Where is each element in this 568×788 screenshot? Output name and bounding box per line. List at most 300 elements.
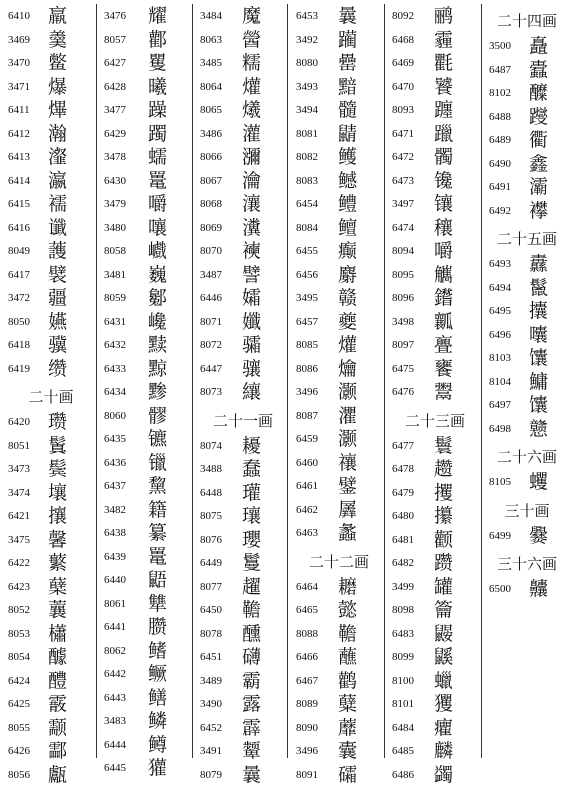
entry-number: 6460 — [296, 457, 318, 469]
character-entry — [200, 459, 286, 483]
entry-number: 3495 — [296, 292, 318, 304]
entry-character: 鳠 — [338, 145, 357, 169]
entry-character: 瓘 — [242, 481, 261, 505]
character-entry — [392, 171, 478, 195]
entry-number: 6496 — [489, 329, 511, 341]
entry-character: 櫹 — [48, 622, 67, 646]
character-entry — [296, 147, 382, 171]
character-entry — [296, 382, 382, 406]
entry-number: 8066 — [200, 151, 222, 163]
character-entry — [296, 218, 382, 242]
entry-number: 6440 — [104, 574, 126, 586]
entry-number: 6487 — [489, 64, 511, 76]
entry-number: 8081 — [296, 128, 318, 140]
character-entry — [200, 382, 286, 406]
character-entry — [8, 241, 94, 265]
character-entry — [104, 171, 190, 195]
character-entry — [296, 30, 382, 54]
character-entry — [296, 453, 382, 477]
entry-character: 襦 — [48, 192, 67, 216]
entry-number: 6431 — [104, 316, 126, 328]
entry-number: 8091 — [296, 769, 318, 781]
entry-number: 6494 — [489, 282, 511, 294]
character-entry — [392, 600, 478, 624]
entry-character: 韂 — [338, 622, 357, 646]
character-entry — [8, 218, 94, 242]
entry-character: 嚼 — [434, 239, 453, 263]
entry-number: 3488 — [200, 463, 222, 475]
entry-character: 镴 — [148, 451, 167, 475]
entry-character: 矗 — [529, 34, 548, 58]
character-entry — [8, 288, 94, 312]
character-entry — [104, 570, 190, 594]
entry-character: 夔 — [338, 310, 357, 334]
character-entry — [200, 741, 286, 765]
character-entry — [489, 301, 565, 325]
stroke-count-heading: 二十画 — [8, 382, 94, 412]
entry-character: 鳍 — [148, 639, 167, 663]
entry-number: 6469 — [392, 57, 414, 69]
character-entry — [392, 335, 478, 359]
entry-character: 鹂 — [434, 4, 453, 28]
entry-character: 亹 — [434, 333, 453, 357]
character-entry — [296, 6, 382, 30]
entry-character: 鬘 — [242, 551, 261, 575]
entry-number: 8077 — [200, 581, 222, 593]
character-entry — [104, 735, 190, 759]
entry-number: 8053 — [8, 628, 30, 640]
entry-number: 3479 — [104, 198, 126, 210]
entry-number: 3475 — [8, 534, 30, 546]
entry-number: 3472 — [8, 292, 30, 304]
character-entry — [392, 382, 478, 406]
entry-number: 6445 — [104, 762, 126, 774]
character-entry — [104, 711, 190, 735]
entry-character: 酁 — [148, 286, 167, 310]
entry-number: 6422 — [8, 557, 30, 569]
character-entry — [200, 436, 286, 460]
character-entry — [392, 53, 478, 77]
entry-number: 6490 — [489, 158, 511, 170]
character-entry — [104, 124, 190, 148]
character-entry — [296, 265, 382, 289]
entry-number: 6425 — [8, 698, 30, 710]
entry-number: 6444 — [104, 739, 126, 751]
entry-character: 纂 — [148, 521, 167, 545]
entry-character: 蘩 — [48, 551, 67, 575]
entry-number: 6478 — [392, 463, 414, 475]
entry-number: 3484 — [200, 10, 222, 22]
entry-number: 3485 — [200, 57, 222, 69]
vline-5 — [481, 4, 482, 758]
entry-character: 嚼 — [148, 192, 167, 216]
entry-character: 籥 — [434, 598, 453, 622]
entry-character: 鬟 — [434, 434, 453, 458]
character-entry — [200, 53, 286, 77]
entry-number: 3483 — [104, 715, 126, 727]
entry-character: 髑 — [434, 145, 453, 169]
entry-character: 瀼 — [242, 192, 261, 216]
entry-number: 3489 — [200, 675, 222, 687]
character-entry — [296, 359, 382, 383]
character-entry — [200, 506, 286, 530]
entry-character: 躔 — [434, 98, 453, 122]
entry-number: 3477 — [104, 104, 126, 116]
entry-character: 爟 — [338, 333, 357, 357]
entry-number: 6491 — [489, 181, 511, 193]
entry-number: 6447 — [200, 363, 222, 375]
character-entry — [200, 718, 286, 742]
entry-character: 鐾 — [338, 474, 357, 498]
entry-number: 8101 — [392, 698, 414, 710]
character-entry — [296, 312, 382, 336]
entry-character: 鳝 — [148, 686, 167, 710]
entry-character: 灈 — [338, 404, 357, 428]
entry-character: 灞 — [529, 175, 548, 199]
character-entry — [392, 483, 478, 507]
character-entry — [296, 171, 382, 195]
character-entry — [392, 241, 478, 265]
character-entry — [104, 359, 190, 383]
entry-number: 8094 — [392, 245, 414, 257]
entry-character: 瀹 — [242, 169, 261, 193]
character-entry — [392, 459, 478, 483]
character-entry — [8, 506, 94, 530]
entry-number: 8054 — [8, 651, 30, 663]
character-entry — [489, 254, 565, 278]
character-entry — [200, 30, 286, 54]
entry-character: 蠢 — [242, 457, 261, 481]
character-entry — [8, 459, 94, 483]
character-entry — [489, 526, 565, 550]
character-entry — [8, 671, 94, 695]
entry-character: 癫 — [338, 239, 357, 263]
entry-number: 6480 — [392, 510, 414, 522]
character-entry — [200, 335, 286, 359]
entry-character: 懿 — [338, 598, 357, 622]
character-entry — [8, 483, 94, 507]
entry-character: 爔 — [242, 98, 261, 122]
entry-number: 8065 — [200, 104, 222, 116]
entry-character: 饔 — [434, 357, 453, 381]
entry-number: 8096 — [392, 292, 414, 304]
entry-character: 罍 — [338, 51, 357, 75]
entry-number: 8059 — [104, 292, 126, 304]
entry-character: 爟 — [242, 75, 261, 99]
entry-number: 8086 — [296, 363, 318, 375]
entry-character: 馨 — [48, 528, 67, 552]
entry-number: 8078 — [200, 628, 222, 640]
entry-number: 6449 — [200, 557, 222, 569]
character-entry — [296, 600, 382, 624]
entry-character: 爨 — [529, 524, 548, 548]
character-entry — [392, 741, 478, 765]
entry-number: 6498 — [489, 423, 511, 435]
character-entry — [104, 335, 190, 359]
entry-character: 躐 — [434, 122, 453, 146]
entry-character: 壤 — [48, 481, 67, 505]
entry-character: 鳣 — [338, 216, 357, 240]
character-entry — [296, 500, 382, 524]
character-entry — [489, 579, 565, 603]
character-entry — [489, 60, 565, 84]
entry-character: 黯 — [338, 75, 357, 99]
entry-number: 6467 — [296, 675, 318, 687]
character-entry — [392, 647, 478, 671]
entry-number: 6451 — [200, 651, 222, 663]
entry-character: 爆 — [48, 75, 67, 99]
character-entry — [200, 288, 286, 312]
entry-character: 躁 — [148, 98, 167, 122]
column-5 — [392, 6, 478, 788]
entry-character: 礵 — [338, 763, 357, 787]
entry-character: 骦 — [242, 333, 261, 357]
entry-number: 3500 — [489, 40, 511, 52]
entry-number: 8068 — [200, 198, 222, 210]
entry-character: 黥 — [148, 357, 167, 381]
entry-character: 鬓 — [48, 457, 67, 481]
entry-character: 矍 — [148, 51, 167, 75]
entry-character: 躞 — [529, 105, 548, 129]
stroke-count-heading: 三十六画 — [489, 549, 565, 579]
entry-number: 6464 — [296, 581, 318, 593]
entry-character: 譬 — [242, 263, 261, 287]
entry-character: 疆 — [48, 286, 67, 310]
character-entry — [8, 77, 94, 101]
entry-number: 6473 — [392, 175, 414, 187]
entry-character: 糵 — [338, 692, 357, 716]
entry-character: 躏 — [338, 28, 357, 52]
character-entry — [200, 241, 286, 265]
entry-character: 癯 — [434, 716, 453, 740]
entry-number: 8056 — [8, 769, 30, 781]
character-entry — [8, 312, 94, 336]
entry-character: 齉 — [529, 577, 548, 601]
entry-number: 3492 — [296, 34, 318, 46]
entry-number: 6481 — [392, 534, 414, 546]
character-entry — [104, 77, 190, 101]
entry-character: 镵 — [434, 169, 453, 193]
character-entry — [200, 553, 286, 577]
character-entry — [104, 53, 190, 77]
character-entry — [8, 147, 94, 171]
character-entry — [8, 553, 94, 577]
entry-character: 鼯 — [148, 568, 167, 592]
character-entry — [8, 624, 94, 648]
entry-number: 6471 — [392, 128, 414, 140]
entry-character: 曩 — [338, 4, 357, 28]
column-4 — [296, 6, 382, 788]
entry-character: 襫 — [242, 239, 261, 263]
character-entry — [392, 553, 478, 577]
entry-number: 8099 — [392, 651, 414, 663]
character-entry — [8, 718, 94, 742]
character-entry — [296, 476, 382, 500]
entry-number: 3478 — [104, 151, 126, 163]
character-entry — [489, 36, 565, 60]
entry-character: 甗 — [48, 763, 67, 787]
entry-number: 6437 — [104, 480, 126, 492]
entry-number: 6415 — [8, 198, 30, 210]
entry-number: 6499 — [489, 530, 511, 542]
entry-character: 蘸 — [338, 645, 357, 669]
character-entry — [104, 476, 190, 500]
character-entry — [392, 124, 478, 148]
entry-character: 鱅 — [529, 370, 548, 394]
character-entry — [8, 194, 94, 218]
entry-character: 羹 — [48, 28, 67, 52]
character-entry — [489, 325, 565, 349]
entry-character: 蠼 — [529, 470, 548, 494]
character-entry — [104, 617, 190, 641]
entry-number: 6441 — [104, 621, 126, 633]
entry-character: 蠡 — [338, 521, 357, 545]
entry-number: 6434 — [104, 386, 126, 398]
entry-number: 3494 — [296, 104, 318, 116]
character-entry — [104, 594, 190, 618]
entry-character: 戆 — [529, 417, 548, 441]
entry-number: 6442 — [104, 668, 126, 680]
entry-character: 瓤 — [434, 310, 453, 334]
character-entry — [392, 436, 478, 460]
character-entry — [296, 53, 382, 77]
entry-number: 6412 — [8, 128, 30, 140]
entry-number: 8076 — [200, 534, 222, 546]
character-entry — [200, 194, 286, 218]
entry-character: 纛 — [529, 252, 548, 276]
entry-number: 8052 — [8, 604, 30, 616]
stroke-count-heading: 二十五画 — [489, 224, 565, 254]
entry-character: 鼍 — [148, 545, 167, 569]
entry-character: 嬿 — [48, 310, 67, 334]
entry-number: 3487 — [200, 269, 222, 281]
entry-character: 霾 — [434, 28, 453, 52]
character-entry — [104, 147, 190, 171]
entry-character: 缵 — [48, 357, 67, 381]
character-entry — [392, 312, 478, 336]
entry-number: 6475 — [392, 363, 414, 375]
entry-number: 6493 — [489, 258, 511, 270]
character-entry — [392, 265, 478, 289]
character-entry — [104, 194, 190, 218]
character-entry — [8, 359, 94, 383]
entry-number: 3496 — [296, 386, 318, 398]
entry-character: 獾 — [148, 756, 167, 780]
character-entry — [489, 154, 565, 178]
entry-character: 蘖 — [48, 575, 67, 599]
entry-number: 6439 — [104, 551, 126, 563]
entry-character: 纕 — [242, 380, 261, 404]
vline-1 — [96, 4, 97, 758]
entry-number: 6420 — [8, 416, 30, 428]
character-entry — [200, 671, 286, 695]
entry-number: 6470 — [392, 81, 414, 93]
entry-number: 8084 — [296, 222, 318, 234]
entry-character: 襞 — [48, 263, 67, 287]
character-entry — [296, 694, 382, 718]
entry-character: 鳢 — [338, 192, 357, 216]
character-entry — [296, 288, 382, 312]
column-3 — [200, 6, 286, 788]
entry-number: 6456 — [296, 269, 318, 281]
entry-character: 饕 — [434, 75, 453, 99]
character-entry — [489, 83, 565, 107]
entry-character: 鑫 — [529, 152, 548, 176]
vline-2 — [192, 4, 193, 758]
entry-character: 镳 — [148, 427, 167, 451]
character-entry — [200, 530, 286, 554]
character-entry — [392, 694, 478, 718]
column-1 — [8, 6, 94, 788]
entry-character: 糯 — [242, 51, 261, 75]
entry-character: 鑙 — [434, 286, 453, 310]
entry-number: 3493 — [296, 81, 318, 93]
entry-number: 3470 — [8, 57, 30, 69]
entry-number: 3486 — [200, 128, 222, 140]
entry-number: 6433 — [104, 363, 126, 375]
character-entry — [489, 395, 565, 419]
character-entry — [104, 265, 190, 289]
character-entry — [392, 718, 478, 742]
character-entry — [200, 218, 286, 242]
character-entry — [200, 694, 286, 718]
entry-character: 瀵 — [242, 216, 261, 240]
entry-character: 露 — [242, 692, 261, 716]
character-entry — [104, 288, 190, 312]
entry-character: 鼱 — [338, 122, 357, 146]
entry-number: 6430 — [104, 175, 126, 187]
entry-character: 霹 — [242, 716, 261, 740]
entry-number: 6477 — [392, 440, 414, 452]
character-entry — [392, 577, 478, 601]
entry-character: 鼍 — [148, 169, 167, 193]
character-entry — [392, 530, 478, 554]
entry-character: 醴 — [48, 669, 67, 693]
entry-character: 瓒 — [48, 410, 67, 434]
entry-character: 霰 — [48, 692, 67, 716]
entry-character: 瓔 — [242, 528, 261, 552]
entry-number: 6472 — [392, 151, 414, 163]
entry-number: 8058 — [104, 245, 126, 257]
character-entry — [8, 124, 94, 148]
entry-character: 籍 — [148, 498, 167, 522]
entry-character: 鳞 — [148, 709, 167, 733]
character-entry — [200, 359, 286, 383]
character-entry — [296, 577, 382, 601]
vline-4 — [384, 4, 385, 758]
entry-character: 谶 — [48, 216, 67, 240]
character-entry — [8, 600, 94, 624]
character-entry — [392, 218, 478, 242]
character-entry — [296, 77, 382, 101]
entry-number: 8064 — [200, 81, 222, 93]
character-entry — [200, 124, 286, 148]
entry-number: 8095 — [392, 269, 414, 281]
entry-number: 6450 — [200, 604, 222, 616]
character-entry — [200, 647, 286, 671]
character-entry — [104, 30, 190, 54]
character-entry — [8, 436, 94, 460]
entry-number: 6427 — [104, 57, 126, 69]
entry-character: 孀 — [242, 286, 261, 310]
entry-character: 黧 — [148, 474, 167, 498]
entry-number: 8092 — [392, 10, 414, 22]
character-entry — [8, 741, 94, 765]
entry-character: 馕 — [529, 346, 548, 370]
character-entry — [489, 177, 565, 201]
character-entry — [392, 30, 478, 54]
entry-number: 8083 — [296, 175, 318, 187]
